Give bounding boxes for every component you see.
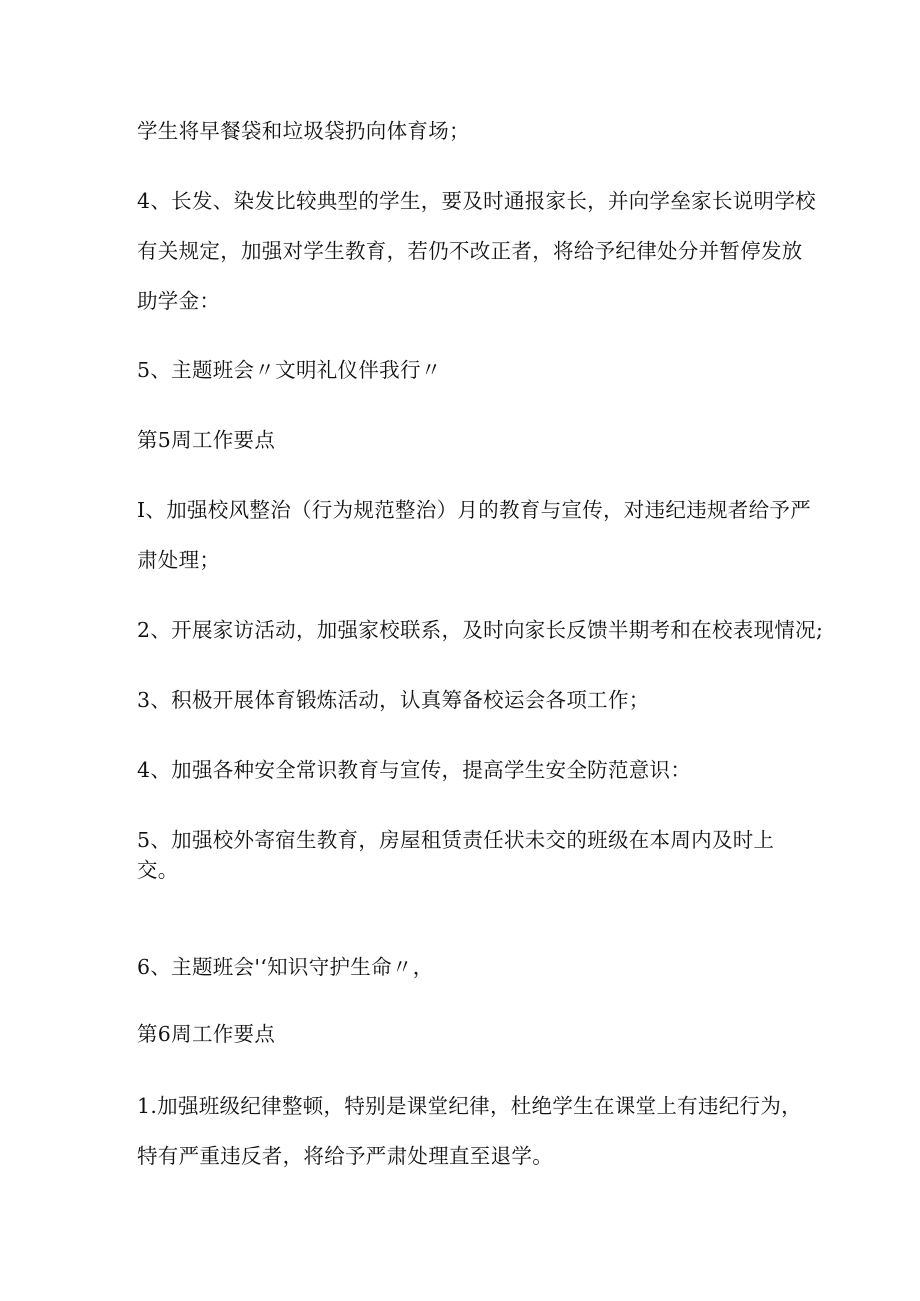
paragraph-line: 1.加强班级纪律整顿，特别是课堂纪律，杜绝学生在课堂上有违纪行为， bbox=[137, 1094, 802, 1118]
section-heading-week-5: 第5周工作要点 bbox=[137, 428, 276, 452]
section-heading-week-6: 第6周工作要点 bbox=[137, 1022, 276, 1046]
paragraph-line: 4、长发、染发比较典型的学生，要及时通报家长，并向学垒家长说明学校 bbox=[137, 189, 816, 213]
paragraph-line: 特有严重违反者，将给予严肃处理直至退学。 bbox=[137, 1144, 553, 1168]
paragraph-line: 5、加强校外寄宿生教育，房屋租赁责任状未交的班级在本周内及时上 bbox=[137, 828, 775, 852]
paragraph-line: 助学金： bbox=[137, 289, 221, 313]
paragraph-line: 5、主题班会〃文明礼仪伴我行〃 bbox=[137, 358, 442, 382]
paragraph-line: 4、加强各种安全常识教育与宣传，提高学生安全防范意识： bbox=[137, 758, 692, 782]
paragraph-line: 3、积极开展体育锻炼活动，认真筹备校运会各项工作； bbox=[137, 688, 650, 712]
paragraph-line: 学生将早餐袋和垃圾袋扔向体育场； bbox=[137, 119, 470, 143]
paragraph-line: 交。 bbox=[137, 858, 179, 882]
paragraph-line: 6、主题班会'‘知识守护生命〃， bbox=[137, 955, 434, 979]
paragraph-line: 有关规定，加强对学生教育，若仍不改正者，将给予纪律处分并暂停发放 bbox=[137, 239, 803, 263]
paragraph-line: 肃处理； bbox=[137, 548, 221, 572]
paragraph-line: I、加强校风整治（行为规范整治）月的教育与宣传，对违纪违规者给予严 bbox=[137, 498, 811, 522]
paragraph-line: 2、开展家访活动，加强家校联系，及时向家长反馈半期考和在校表现情况; bbox=[137, 618, 824, 642]
